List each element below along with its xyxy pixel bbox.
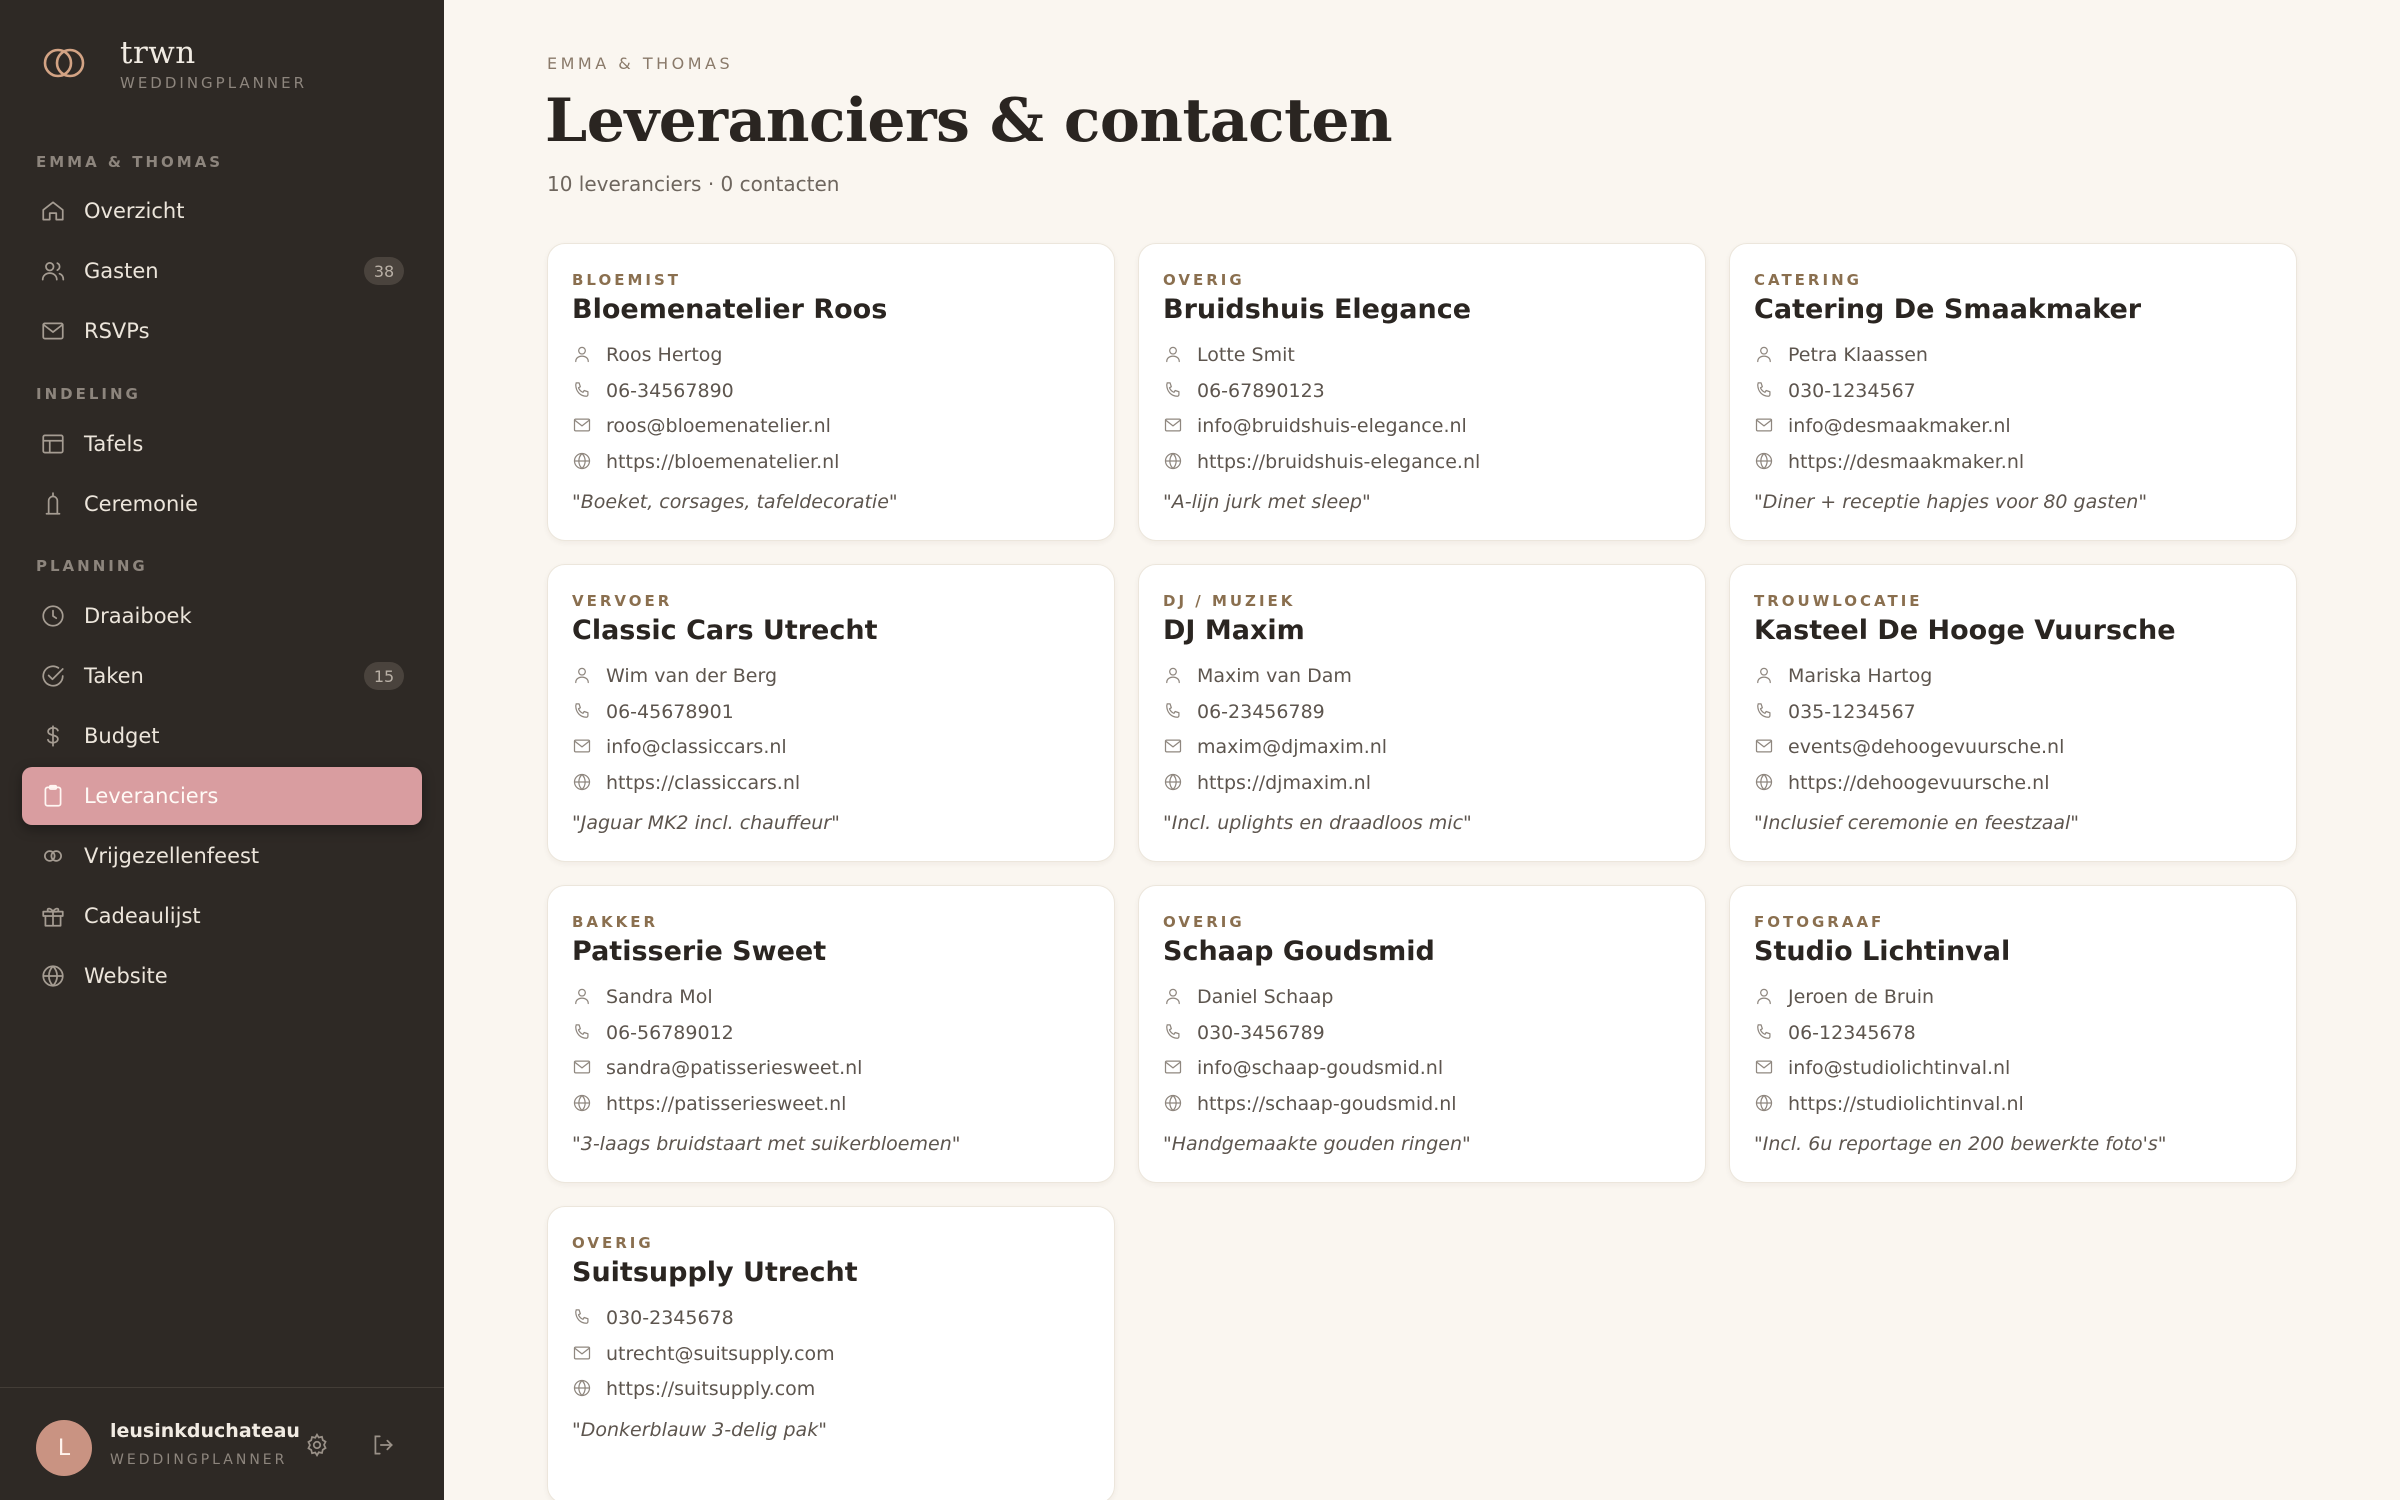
vendor-phone-row[interactable] (1163, 1018, 1325, 1048)
globe-icon (1163, 772, 1185, 794)
globe-icon (1754, 772, 1776, 794)
vendor-phone[interactable]: 06-12345678 (1788, 1021, 1916, 1044)
vendor-phone[interactable]: 06-23456789 (1197, 700, 1325, 723)
vendor-name: Schaap Goudsmid (1163, 936, 1435, 967)
vendor-website[interactable]: https://bruidshuis-elegance.nl (1197, 450, 1481, 473)
users-icon (38, 256, 68, 286)
vendor-card[interactable] (1729, 885, 2297, 1183)
vendor-email[interactable]: info@schaap-goudsmid.nl (1197, 1057, 1444, 1079)
vendor-website-row[interactable] (572, 447, 839, 477)
rings-logo-icon (36, 35, 92, 91)
envelope-icon (1754, 1057, 1776, 1079)
vendor-website[interactable]: https://bloemenatelier.nl (606, 450, 840, 473)
vendor-contact: Maxim van Dam (1197, 665, 1352, 687)
dollar-icon (38, 721, 68, 751)
count-badge: 38 (364, 257, 404, 285)
envelope-icon (572, 1057, 594, 1079)
sidebar-item-ceremonie[interactable] (22, 475, 422, 533)
brand-subtitle: WEDDINGPLANNER (120, 74, 308, 92)
envelope-icon (1163, 415, 1185, 437)
arch-icon (38, 489, 68, 519)
phone-icon (1754, 701, 1776, 723)
vendor-name: Bloemenatelier Roos (572, 294, 888, 325)
globe-icon (1754, 451, 1776, 473)
vendor-website[interactable]: https://desmaakmaker.nl (1788, 450, 2025, 473)
vendor-phone[interactable]: 030-1234567 (1788, 379, 1916, 402)
vendor-note: "Inclusief ceremonie en feestzaal" (1754, 812, 2080, 834)
person-icon (1754, 344, 1776, 366)
vendor-contact-row (1163, 340, 1295, 370)
sidebar-item-label: Taken (84, 664, 144, 688)
envelope-icon (1163, 736, 1185, 758)
rings-icon (38, 841, 68, 871)
phone-icon (572, 1022, 594, 1044)
vendor-card[interactable] (547, 564, 1115, 862)
clock-icon (38, 601, 68, 631)
vendor-contact-row (572, 661, 777, 691)
vendor-card[interactable] (547, 1206, 1115, 1500)
vendor-phone-row[interactable] (1163, 376, 1325, 406)
vendor-category: OVERIG (1163, 271, 1245, 289)
globe-icon (572, 451, 594, 473)
page-title: Leveranciers & contacten (545, 86, 1393, 156)
envelope-icon (1754, 736, 1776, 758)
vendor-phone[interactable]: 06-56789012 (606, 1021, 734, 1044)
sidebar-item-vrijgezellenfeest[interactable] (22, 827, 422, 885)
sidebar-item-label: Leveranciers (84, 784, 219, 808)
vendor-contact-row (572, 340, 722, 370)
vendor-website[interactable]: https://patisseriesweet.nl (606, 1092, 847, 1115)
vendor-category: BAKKER (572, 913, 659, 931)
vendor-contact: Wim van der Berg (606, 665, 778, 687)
section-emma-thomas: EMMA & THOMAS (36, 153, 224, 171)
vendor-name: Suitsupply Utrecht (572, 1257, 858, 1288)
vendor-note: "Boeket, corsages, tafeldecoratie" (572, 491, 898, 513)
person-icon (1163, 665, 1185, 687)
vendor-name: Studio Lichtinval (1754, 936, 2011, 967)
brand-name: trwn (120, 35, 196, 71)
vendor-email-row[interactable] (1163, 1053, 1443, 1083)
sidebar-item-gasten[interactable] (22, 242, 422, 300)
vendor-contact-row (1163, 982, 1334, 1012)
globe-icon (1754, 1093, 1776, 1115)
vendor-phone[interactable]: 06-67890123 (1197, 379, 1325, 402)
phone-icon (572, 701, 594, 723)
home-icon (38, 196, 68, 226)
person-icon (1754, 986, 1776, 1008)
logout-icon[interactable] (370, 1432, 398, 1460)
vendor-card[interactable] (547, 885, 1115, 1183)
vendor-phone-row[interactable] (1754, 697, 1916, 727)
vendor-category: FOTOGRAAF (1754, 913, 1885, 931)
vendor-category: OVERIG (572, 1234, 654, 1252)
avatar[interactable]: L (36, 1420, 92, 1476)
check-circle-icon (38, 661, 68, 691)
envelope-icon (572, 1343, 594, 1365)
gift-icon (38, 901, 68, 931)
person-icon (1163, 344, 1185, 366)
user-name: leusinkduchateau (110, 1420, 300, 1442)
brand[interactable] (36, 34, 307, 92)
envelope-icon (572, 415, 594, 437)
envelope-icon (572, 736, 594, 758)
section-indeling: INDELING (36, 385, 141, 403)
vendor-phone-row[interactable] (572, 1303, 734, 1333)
vendor-phone-row[interactable] (1163, 697, 1325, 727)
vendor-website-row[interactable] (572, 1089, 846, 1119)
sidebar-item-taken[interactable] (22, 647, 422, 705)
vendor-contact: Roos Hertog (606, 344, 723, 366)
vendor-website-row[interactable] (1163, 1089, 1457, 1119)
vendor-name: Classic Cars Utrecht (572, 615, 878, 646)
vendor-phone[interactable]: 06-34567890 (606, 379, 734, 402)
section-planning: PLANNING (36, 557, 148, 575)
sidebar-item-label: Vrijgezellenfeest (84, 844, 260, 868)
sidebar-item-tafels[interactable] (22, 415, 422, 473)
sidebar-item-label: RSVPs (84, 319, 150, 343)
vendor-note: "Jaguar MK2 incl. chauffeur" (572, 812, 840, 834)
vendor-email[interactable]: info@studiolichtinval.nl (1788, 1057, 2011, 1079)
sidebar-item-label: Website (84, 964, 168, 988)
phone-icon (1754, 380, 1776, 402)
sidebar-item-website[interactable] (22, 947, 422, 1005)
phone-icon (1163, 1022, 1185, 1044)
vendor-email-row[interactable] (1163, 411, 1467, 441)
vendor-contact: Lotte Smit (1197, 344, 1295, 366)
person-icon (572, 344, 594, 366)
sidebar-item-overzicht[interactable] (22, 182, 422, 240)
sidebar-item-budget[interactable] (22, 707, 422, 765)
vendor-phone-row[interactable] (572, 697, 734, 727)
vendor-note: "Handgemaakte gouden ringen" (1163, 1133, 1471, 1155)
vendor-category: TROUWLOCATIE (1754, 592, 1923, 610)
sidebar-item-label: Overzicht (84, 199, 185, 223)
vendor-contact: Daniel Schaap (1197, 986, 1334, 1008)
vendor-email-row[interactable] (572, 1053, 862, 1083)
vendor-email-row[interactable] (1754, 1053, 2010, 1083)
vendor-phone[interactable]: 030-3456789 (1197, 1021, 1325, 1044)
vendor-website-row[interactable] (1754, 768, 2049, 798)
globe-icon (38, 961, 68, 991)
sidebar-item-label: Gasten (84, 259, 159, 283)
vendor-website-row[interactable] (1163, 447, 1480, 477)
vendor-contact-row (1754, 661, 1932, 691)
vendor-email[interactable]: events@dehoogevuursche.nl (1788, 736, 2065, 758)
vendor-category: DJ / MUZIEK (1163, 592, 1296, 610)
vendor-phone-row[interactable] (572, 376, 734, 406)
phone-icon (1163, 701, 1185, 723)
person-icon (1163, 986, 1185, 1008)
vendor-name: Kasteel De Hooge Vuursche (1754, 615, 2176, 646)
vendor-name: Bruidshuis Elegance (1163, 294, 1472, 325)
vendor-category: VERVOER (572, 592, 673, 610)
vendor-card[interactable] (1138, 564, 1706, 862)
vendor-website[interactable]: https://studiolichtinval.nl (1788, 1092, 2024, 1115)
vendor-category: OVERIG (1163, 913, 1245, 931)
sidebar-item-draaiboek[interactable] (22, 587, 422, 645)
vendor-phone[interactable]: 030-2345678 (606, 1307, 734, 1329)
vendor-email-row[interactable] (1754, 411, 2011, 441)
clipboard-icon (38, 781, 68, 811)
sidebar-item-rsvps[interactable] (22, 302, 422, 360)
vendor-website-row[interactable] (1163, 768, 1371, 798)
globe-icon (572, 1093, 594, 1115)
vendor-contact-row (1754, 982, 1934, 1012)
phone-icon (1754, 1022, 1776, 1044)
vendor-email[interactable]: info@bruidshuis-elegance.nl (1197, 415, 1467, 437)
vendor-email-row[interactable] (572, 411, 831, 441)
sidebar-item-label: Cadeaulijst (84, 904, 201, 928)
person-icon (572, 665, 594, 687)
vendor-card[interactable] (547, 243, 1115, 541)
vendor-phone-row[interactable] (1754, 1018, 1916, 1048)
globe-icon (1163, 1093, 1185, 1115)
vendor-name: Catering De Smaakmaker (1754, 294, 2142, 325)
vendor-note: "Incl. 6u reportage en 200 bewerkte foto's" (1754, 1133, 2167, 1155)
vendor-card[interactable] (1138, 243, 1706, 541)
vendor-email[interactable]: utrecht@suitsupply.com (606, 1342, 835, 1365)
vendor-phone-row[interactable] (1754, 376, 1916, 406)
count-badge: 15 (364, 662, 404, 690)
vendor-website[interactable]: https://djmaxim.nl (1197, 771, 1371, 794)
vendor-website-row[interactable] (1754, 1089, 2024, 1119)
vendor-contact-row (572, 982, 713, 1012)
vendor-note: "Diner + receptie hapjes voor 80 gasten" (1754, 491, 2148, 513)
vendor-contact: Petra Klaassen (1788, 344, 1928, 366)
settings-icon[interactable] (304, 1432, 332, 1460)
vendor-website[interactable]: https://suitsupply.com (606, 1378, 816, 1400)
sidebar (0, 0, 444, 1500)
sidebar-item-label: Ceremonie (84, 492, 199, 516)
vendor-website[interactable]: https://classiccars.nl (606, 771, 801, 794)
vendor-card[interactable] (1138, 885, 1706, 1183)
vendor-card[interactable] (1729, 564, 2297, 862)
vendor-category: BLOEMIST (572, 271, 681, 289)
vendor-phone[interactable]: 035-1234567 (1788, 700, 1916, 723)
vendor-website-row[interactable] (572, 1374, 815, 1404)
sidebar-item-label: Budget (84, 724, 160, 748)
envelope-icon (1163, 1057, 1185, 1079)
user-panel (0, 1387, 444, 1500)
vendor-email[interactable]: info@classiccars.nl (606, 736, 787, 758)
vendor-note: "3-laags bruidstaart met suikerbloemen" (572, 1133, 961, 1155)
vendor-email-row[interactable] (1754, 732, 2064, 762)
vendor-note: "Donkerblauw 3-delig pak" (572, 1418, 827, 1441)
page-eyebrow: EMMA & THOMAS (547, 54, 734, 73)
vendor-phone-row[interactable] (572, 1018, 734, 1048)
vendor-email[interactable]: roos@bloemenatelier.nl (606, 415, 831, 437)
vendor-phone[interactable]: 06-45678901 (606, 700, 734, 723)
vendor-contact: Sandra Mol (606, 986, 713, 1008)
phone-icon (572, 1307, 594, 1329)
vendor-email[interactable]: info@desmaakmaker.nl (1788, 415, 2011, 437)
vendor-email-row[interactable] (572, 732, 787, 762)
vendor-website-row[interactable] (1754, 447, 2024, 477)
phone-icon (1163, 380, 1185, 402)
sidebar-item-cadeaulijst[interactable] (22, 887, 422, 945)
vendor-category: CATERING (1754, 271, 1862, 289)
vendor-name: DJ Maxim (1163, 615, 1305, 646)
vendor-note: "A-lijn jurk met sleep" (1163, 491, 1371, 513)
globe-icon (572, 1378, 594, 1400)
vendor-card[interactable] (1729, 243, 2297, 541)
vendor-contact-row (1754, 340, 1928, 370)
vendor-email-row[interactable] (1163, 732, 1387, 762)
user-role: WEDDINGPLANNER (110, 1452, 288, 1468)
envelope-icon (1754, 415, 1776, 437)
mail-icon (38, 316, 68, 346)
person-icon (572, 986, 594, 1008)
layout-icon (38, 429, 68, 459)
page-subtitle: 10 leveranciers · 0 contacten (547, 172, 840, 196)
vendor-website[interactable]: https://schaap-goudsmid.nl (1197, 1092, 1457, 1115)
sidebar-item-label: Draaiboek (84, 604, 192, 628)
globe-icon (572, 772, 594, 794)
vendor-name: Patisserie Sweet (572, 936, 827, 967)
vendor-website[interactable]: https://dehoogevuursche.nl (1788, 771, 2050, 794)
person-icon (1754, 665, 1776, 687)
sidebar-item-label: Tafels (84, 432, 144, 456)
vendor-note: "Incl. uplights en draadloos mic" (1163, 812, 1472, 834)
sidebar-item-leveranciers[interactable] (22, 767, 422, 825)
vendor-contact: Jeroen de Bruin (1788, 986, 1935, 1008)
vendor-email[interactable]: maxim@djmaxim.nl (1197, 736, 1388, 758)
vendor-contact-row (1163, 661, 1352, 691)
vendor-email-row[interactable] (572, 1339, 835, 1369)
vendor-website-row[interactable] (572, 768, 800, 798)
vendor-email[interactable]: sandra@patisseriesweet.nl (606, 1057, 863, 1079)
globe-icon (1163, 451, 1185, 473)
phone-icon (572, 380, 594, 402)
vendor-contact: Mariska Hartog (1788, 665, 1933, 687)
